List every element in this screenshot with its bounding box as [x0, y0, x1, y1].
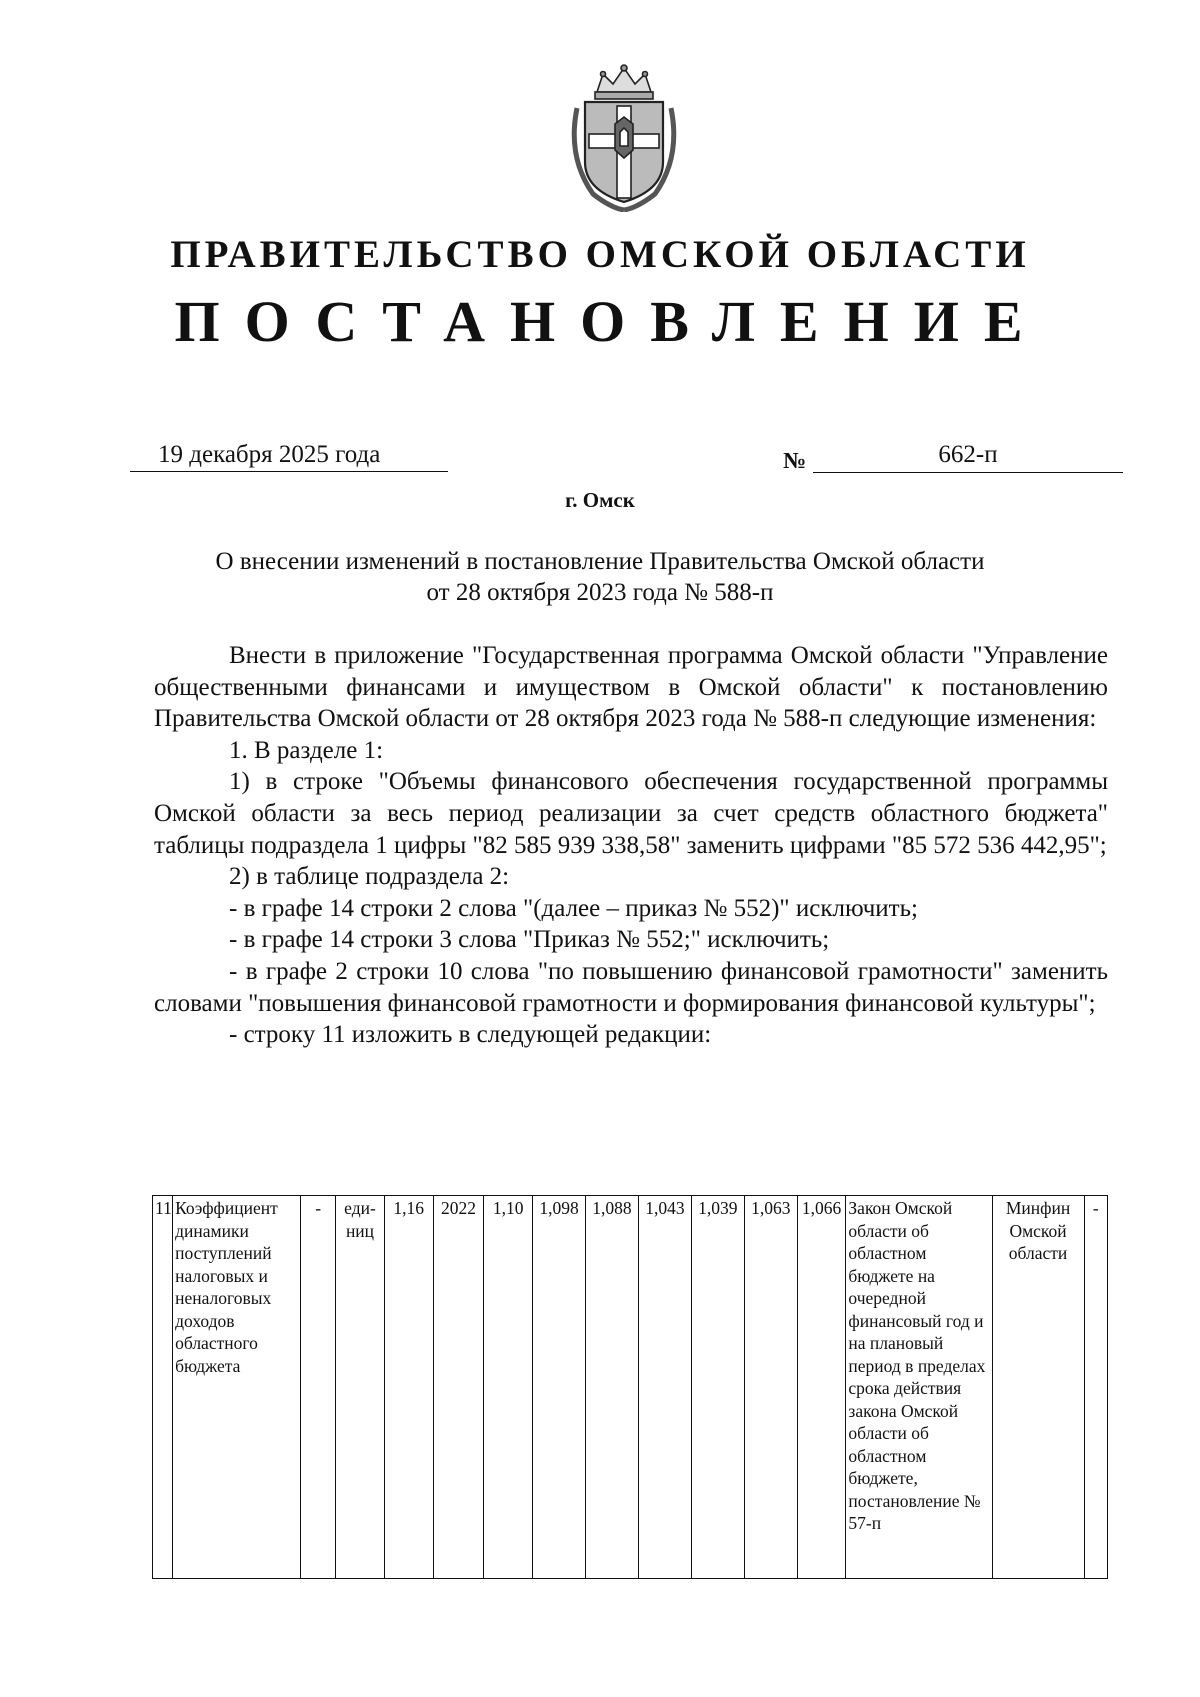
table-cell: 1,063 — [744, 1196, 797, 1579]
document-number: 662-п — [813, 440, 1123, 473]
city: г. Омск — [565, 488, 635, 512]
bullet-3: - в графе 2 строки 10 слова "по повышению финансовой грамотности" заменить словами "повышения финансовой грамотности и формирования финансовой культуры"; — [154, 957, 1108, 1017]
subject-line-2: от 28 октября 2023 года № 588-п — [426, 579, 774, 606]
document-date: 19 декабря 2025 года — [130, 440, 448, 472]
number-sign: № — [783, 448, 807, 473]
table-row — [153, 1196, 1108, 1579]
table-cell: 1,088 — [585, 1196, 638, 1579]
organization-title: ПРАВИТЕЛЬСТВО ОМСКОЙ ОБЛАСТИ — [170, 233, 1030, 276]
table-cell: 1,043 — [638, 1196, 691, 1579]
table-cell: 2022 — [433, 1196, 484, 1579]
indicator-table — [152, 1195, 1108, 1579]
table-cell: Закон Омской области об областном бюджете на очередной финансовый год и на плановый период в пределах срока действия закона Омской области об областном бюджете, постановление № 57-п — [846, 1196, 992, 1579]
bullet-2: - в графе 14 строки 3 слова "Приказ № 552;" исключить; — [229, 926, 830, 954]
table-cell: 1,10 — [484, 1196, 533, 1579]
table-cell: - — [1084, 1196, 1107, 1579]
table-cell: Минфин Омской области — [992, 1196, 1084, 1579]
document-body — [154, 640, 1108, 1051]
omsk-coat-of-arms-icon — [563, 62, 685, 212]
item-1-paragraph: 1) в строке "Объемы финансового обеспечения государственной программы Омской области за весь период реализации за счет средств областного бюджета" таблицы подраздела 1 цифры "82 585 939 338,58" заменить цифрами "85 572 536 442,95"; — [154, 768, 1108, 859]
section-heading: 1. В разделе 1: — [229, 736, 384, 764]
bullet-1: - в графе 14 строки 2 слова "(далее – приказ № 552)" исключить; — [229, 894, 918, 922]
bullet-4: - строку 11 изложить в следующей редакции: — [229, 1021, 712, 1049]
table-cell: 1,16 — [384, 1196, 433, 1579]
table-cell: 1,066 — [797, 1196, 846, 1579]
item-2-paragraph: 2) в таблице подраздела 2: — [229, 863, 510, 891]
table-cell: 11 — [153, 1196, 173, 1579]
table-cell: Коэффициент динамики поступлений налоговых и неналоговых доходов областного бюджета — [173, 1196, 301, 1579]
table-cell: 1,098 — [533, 1196, 586, 1579]
document-subject — [150, 546, 1050, 608]
table-cell: 1,039 — [691, 1196, 744, 1579]
intro-paragraph: Внести в приложение "Государственная программа Омской области "Управление общественными финансами и имуществом в Омской области" к постановлению Правительства Омской области от 28 октября 2023 года № 588-п следующие изменения: — [154, 642, 1108, 733]
subject-line-1: О внесении изменений в постановление Правительства Омской области — [215, 548, 985, 575]
document-type: ПОСТАНОВЛЕНИЕ — [174, 289, 1048, 354]
table-cell: еди- ниц — [336, 1196, 385, 1579]
table-cell: - — [301, 1196, 336, 1579]
